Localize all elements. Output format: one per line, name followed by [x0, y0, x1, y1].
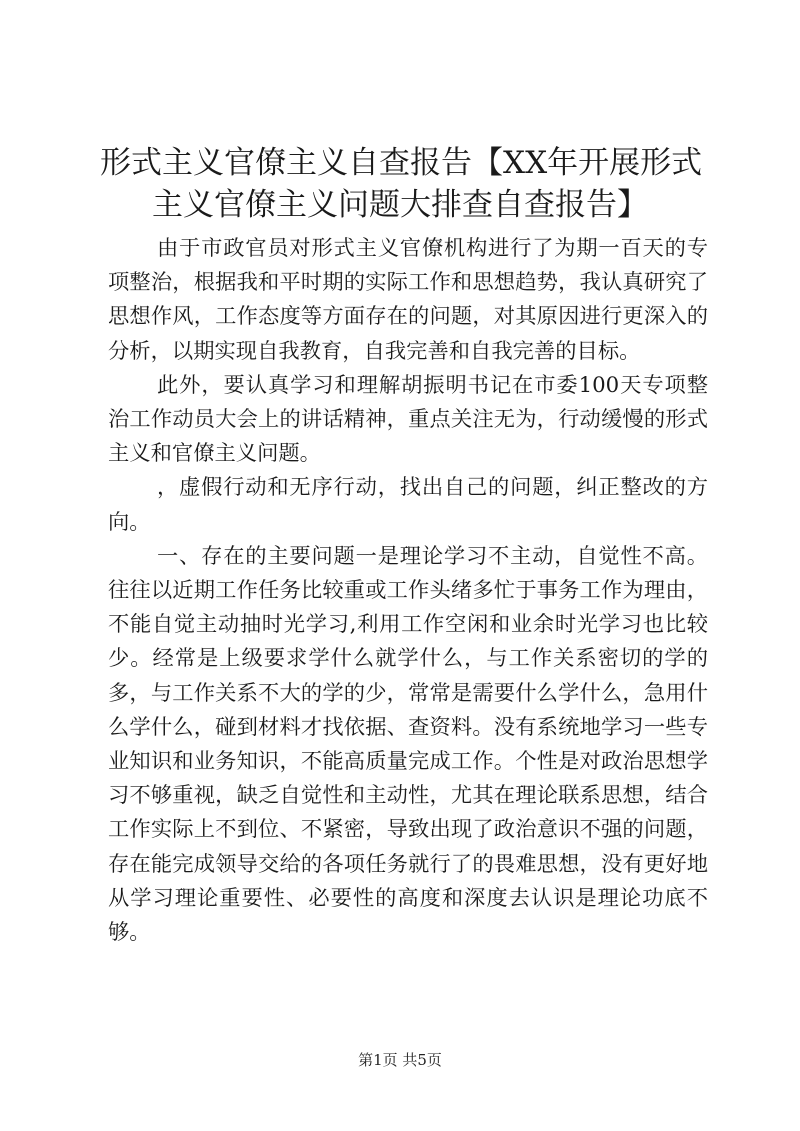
- title-line-2: 主义官僚主义问题大排查自查报告】: [152, 187, 648, 223]
- paragraph-intro: 由于市政官员对形式主义官僚机构进行了为期一百天的专项整治，根据我和平时期的实际工作和思想趋势，我认真研究了思想作风，工作态度等方面存在的问题，对其原因进行更深入的分析，以期实现自我教育，自我完善和自我完善的目标。: [108, 236, 708, 364]
- paragraph-direction: ，虚假行动和无序行动，找出自己的问题，纠正整改的方向。: [108, 475, 708, 535]
- document-title: [100, 142, 703, 226]
- paragraph-focus: 此外，要认真学习和理解胡振明书记在市委100天专项整治工作动员大会上的讲话精神，重点关注无为，行动缓慢的形式主义和官僚主义问题。: [108, 372, 708, 467]
- document-body: [108, 232, 708, 950]
- title-line-1: 形式主义官僚主义自查报告【XX年开展形式: [100, 145, 703, 181]
- paragraph-problems: 一、存在的主要问题一是理论学习不主动，自觉性不高。往往以近期工作任务比较重或工作头绪多忙于事务工作为理由，不能自觉主动抽时光学习,利用工作空闲和业余时光学习也比较少。经常是上级要求学什么就学什么，与工作关系密切的学的多，与工作关系不大的学的少，常常是需要什么学什么，急用什么学什么，碰到材料才找依据、查资料。没有系统地学习一些专业知识和业务知识，不能高质量完成工作。个性是对政治思想学习不够重视，缺乏自觉性和主动性，尤其在理论联系思想，结合工作实际上不到位、不紧密，导致出现了政治意识不强的问题，存在能完成领导交给的各项任务就行了的畏难思想，没有更好地从学习理论重要性、必要性的高度和深度去认识是理论功底不够。: [108, 543, 708, 946]
- page-number-footer: 第1页 共5页: [358, 1051, 442, 1069]
